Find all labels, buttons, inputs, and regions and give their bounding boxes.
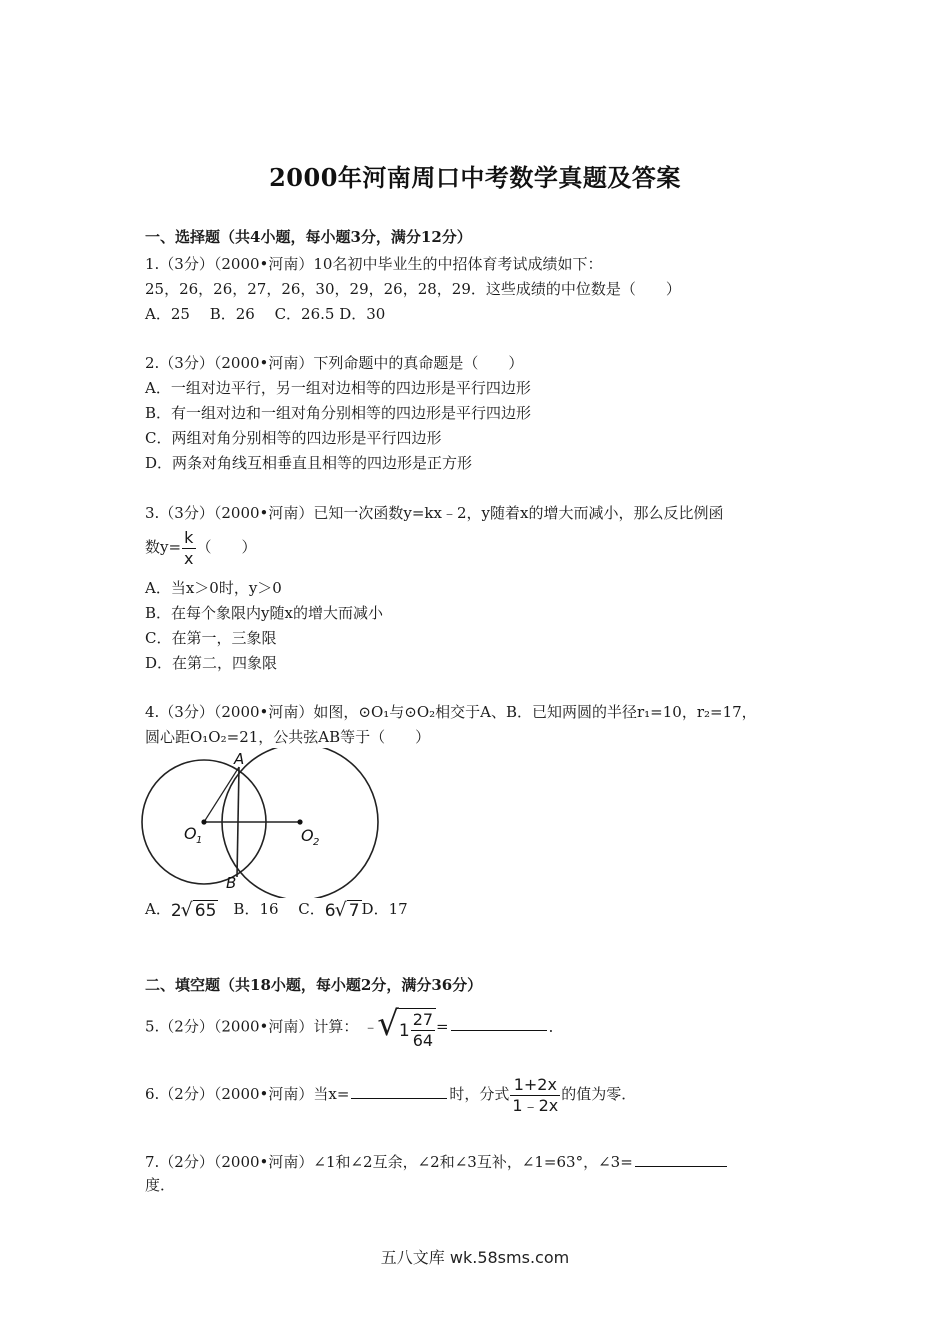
- q4-option-c-coef: 6: [324, 900, 336, 921]
- q6-denominator: 1﹣2x: [512, 1095, 559, 1115]
- q4-line-2: 圆心距O₁O₂=21，公共弦AB等于（ ）: [145, 728, 431, 746]
- q7-line-2: 度．: [145, 1176, 176, 1194]
- q5-sign: ﹣: [363, 1017, 379, 1036]
- q6-mid: 时，分式: [449, 1085, 510, 1103]
- q7-answer-blank[interactable]: [635, 1150, 727, 1167]
- label-o1: O: [184, 824, 197, 843]
- point-o1: [201, 819, 206, 824]
- q3-fraction: [182, 528, 195, 569]
- radical-sign-icon: √: [377, 1004, 399, 1044]
- point-o2: [297, 819, 302, 824]
- q3-option-c: C．在第一，三象限: [145, 629, 277, 647]
- segment-o1-a: [204, 767, 239, 822]
- q3-line-2-suffix: （ ）: [196, 538, 257, 556]
- q4-options: [145, 898, 408, 922]
- page-title: 2000年河南周口中考数学真题及答案: [269, 163, 681, 192]
- q4-option-b: B．16 C．: [218, 900, 325, 918]
- q2-option-b: B．有一组对边和一组对角分别相等的四边形是平行四边形: [145, 404, 532, 422]
- q5-radical: [378, 1002, 436, 1053]
- q2-option-d: D．两条对角线互相垂直且相等的四边形是正方形: [145, 454, 473, 472]
- q5-line: [145, 1002, 564, 1053]
- radical-sign-icon: √: [334, 898, 347, 921]
- q4-two-circles-figure: [138, 748, 388, 898]
- q2-option-c: C．两组对角分别相等的四边形是平行四边形: [145, 429, 442, 447]
- q4-option-a-label: A．: [145, 900, 171, 918]
- q3-option-b: B．在每个象限内y随x的增大而减小: [145, 604, 383, 622]
- q5-prefix: 5.（2分）（2000•河南）计算：: [145, 1017, 359, 1036]
- common-chord-ab: [237, 767, 239, 877]
- label-o2: O: [301, 826, 314, 845]
- q3-line-2: [145, 525, 257, 569]
- q6-fraction: [510, 1075, 560, 1116]
- q2-stem: 2.（3分）（2000•河南）下列命题中的真命题是（ ）: [145, 354, 524, 372]
- q5-end: ．: [548, 1017, 564, 1036]
- q6-prefix: 6.（2分）（2000•河南）当x=: [145, 1085, 350, 1103]
- q7-text: 7.（2分）（2000•河南）∠1和∠2互余，∠2和∠3互补，∠1=63°，∠3=: [145, 1153, 633, 1171]
- q4-option-a-coef: 2: [170, 900, 182, 921]
- label-b: B: [226, 874, 237, 892]
- section-2-header: 二、填空题（共18小题，每小题2分，满分36分）: [145, 976, 483, 994]
- footer-watermark: 五八文库 wk.58sms.com: [380, 1248, 570, 1267]
- q4-option-d: D．17: [361, 900, 408, 918]
- radical-sign-icon: √: [180, 898, 193, 921]
- q5-denominator: 64: [412, 1031, 434, 1050]
- section-1-header: 一、选择题（共4小题，每小题3分，满分12分）: [145, 228, 472, 246]
- q1-line-1: 1.（3分）（2000•河南）10名初中毕业生的中招体育考试成绩如下：: [145, 255, 603, 273]
- q5-fraction: [411, 1010, 435, 1051]
- q3-line-1: 3.（3分）（2000•河南）已知一次函数y=kx﹣2，y随着x的增大而减小，那么反比例函: [145, 504, 724, 522]
- q4-option-c-radicand: 7: [348, 900, 360, 921]
- q4-option-a-radicand: 65: [194, 900, 217, 921]
- q5-equals: =: [436, 1017, 449, 1036]
- label-o2-sub: 2: [313, 837, 320, 848]
- q6-suffix: 的值为零．: [561, 1085, 637, 1103]
- q4-option-c-radical: [325, 899, 362, 922]
- q2-option-a: A．一组对边平行，另一组对边相等的四边形是平行四边形: [145, 379, 531, 397]
- q5-answer-blank[interactable]: [451, 1014, 547, 1031]
- q3-option-d: D．在第二，四象限: [145, 654, 278, 672]
- q3-line-2-prefix: 数y=: [145, 538, 182, 556]
- q6-numerator: 1+2x: [513, 1074, 557, 1094]
- q6-line: [145, 1072, 636, 1116]
- q1-line-2: 25，26，26，27，26，30，29，26，28，29．这些成绩的中位数是（ ）: [145, 280, 681, 298]
- q3-fraction-numerator: k: [184, 527, 194, 547]
- label-o1-sub: 1: [196, 835, 203, 846]
- q3-option-a: A．当x＞0时，y＞0: [145, 579, 282, 597]
- q5-numerator: 27: [412, 1010, 434, 1029]
- q5-whole: 1: [398, 1020, 410, 1041]
- q5-radicand: [399, 1008, 436, 1053]
- q4-line-1: 4.（3分）（2000•河南）如图，⊙O₁与⊙O₂相交于A、B．已知两圆的半径r₁=10，r₂=17，: [145, 703, 757, 721]
- q3-fraction-denominator: x: [184, 548, 194, 568]
- q7-line-1: [145, 1150, 729, 1172]
- label-a: A: [234, 750, 245, 768]
- q6-answer-blank[interactable]: [351, 1082, 447, 1099]
- q1-options: A．25 B．26 C．26.5 D．30: [145, 305, 386, 323]
- q4-option-a-radical: [171, 899, 219, 922]
